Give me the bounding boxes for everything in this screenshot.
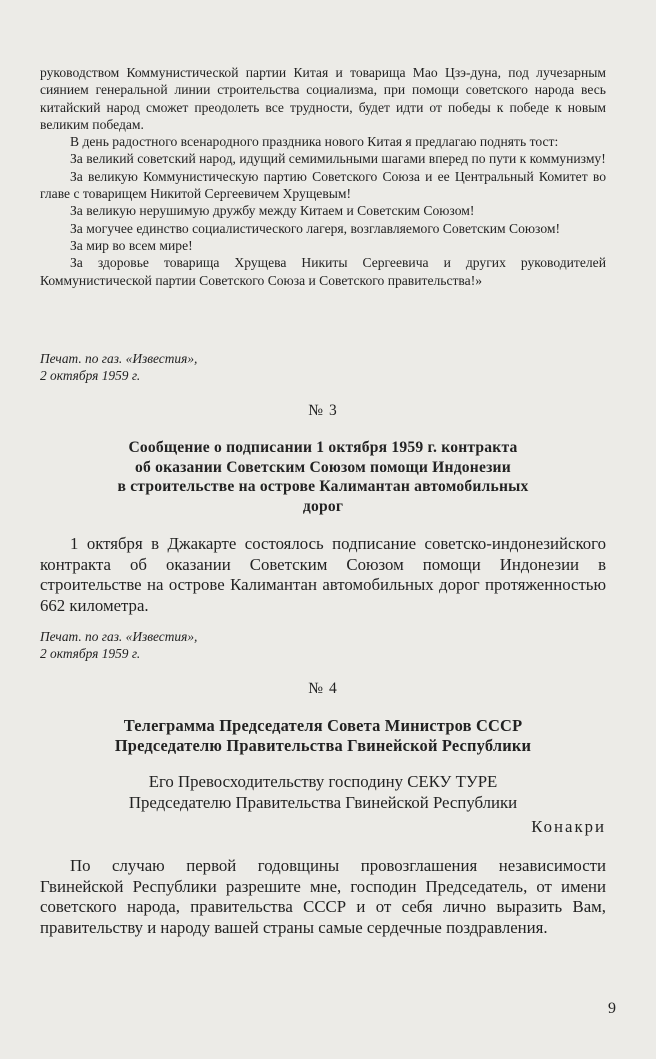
paragraph: руководством Коммунистической партии Китая и товарища Мао Цзэ-дуна, под лучезарным сиянием генеральной линии строительства социализма, при помощи советского народа весь китайский народ сможет преодолеть все трудности, будет идти от победы к победе к новым великим победам. [40, 65, 606, 132]
document-heading [40, 716, 606, 756]
page-number: 9 [608, 1000, 616, 1017]
heading-line: в строительстве на острове Калимантан автомобильных [117, 478, 529, 495]
heading-line: Телеграмма Председателя Совета Министров СССР [123, 716, 523, 735]
telegram-city: Конакри [531, 817, 606, 836]
body-paragraph: 1 октября в Джакарте состоялось подписание советско-индонезийского контракта об оказании Советским Союзом помощи Индонезии в строительстве на острове Калимантан автомобильных дорог протяженностью 662 километра. [40, 534, 606, 615]
telegram-address [40, 772, 606, 838]
source-line: Печат. по газ. «Известия», [40, 351, 198, 366]
source-date: 2 октября 1959 г. [40, 646, 141, 661]
body-paragraph: По случаю первой годовщины провозглашения независимости Гвинейской Республики разрешите мне, господин Председатель, от имени советского народа, правительства СССР и от себя лично выразить Вам, правительству и народу вашей страны самые сердечные поздравления. [40, 856, 606, 937]
heading-line: дорог [302, 497, 344, 515]
document-number: № 4 [308, 680, 338, 697]
source-line: Печат. по газ. «Известия», [40, 629, 198, 644]
heading-line: Сообщение о подписании 1 октября 1959 г. контракта [128, 439, 518, 456]
closing-speech-section [40, 64, 606, 289]
paragraph: В день радостного всенародного праздника нового Китая я предлагаю поднять тост: [70, 134, 559, 150]
toast-paragraph: За великую нерушимую дружбу между Китаем и Советским Союзом! [70, 203, 475, 219]
document-heading [40, 438, 606, 516]
document-number: № 3 [308, 402, 338, 419]
source-date: 2 октября 1959 г. [40, 368, 141, 383]
addressee-title: Председателю Правительства Гвинейской Республики [128, 792, 518, 812]
document-body [40, 534, 606, 616]
source-note [40, 628, 606, 662]
heading-line: Председателю Правительства Гвинейской Республики [114, 736, 532, 755]
toast-paragraph: За мир во всем мире! [70, 237, 193, 253]
toast-paragraph: За великую Коммунистическую партию Советского Союза и ее Центральный Комитет во главе с товарищем Никитой Сергеевичем Хрущевым! [40, 168, 606, 202]
toast-paragraph: За великий советский народ, идущий семимильными шагами вперед по пути к коммунизму! [70, 151, 606, 167]
source-note [40, 350, 606, 384]
telegram-body [40, 856, 606, 938]
toast-paragraph: За могучее единство социалистического лагеря, возглавляемого Советским Союзом! [70, 220, 561, 236]
heading-line: об оказании Советским Союзом помощи Индонезии [135, 458, 511, 476]
addressee-line: Его Превосходительству господину СЕКУ ТУРЕ [148, 772, 498, 791]
toast-paragraph: За здоровье товарища Хрущева Никиты Сергеевича и других руководителей Коммунистической партии Советского Союза и Советского правительства!» [40, 255, 606, 288]
